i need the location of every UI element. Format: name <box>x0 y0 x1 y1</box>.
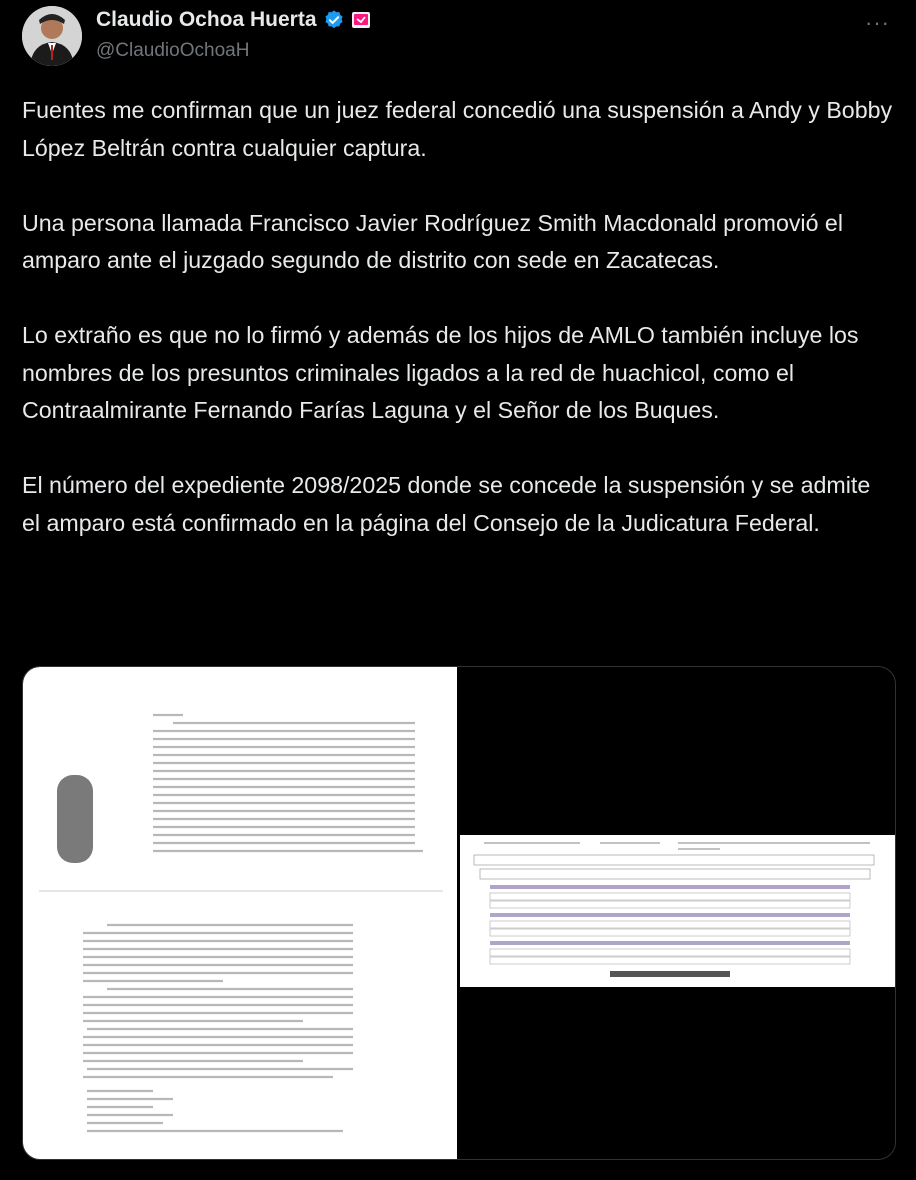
author-name-row <box>96 8 371 32</box>
portal-form-lines <box>460 835 895 987</box>
affiliate-badge-icon <box>351 10 371 30</box>
author-display-name[interactable]: Claudio Ochoa Huerta <box>96 8 317 31</box>
document-text-lines <box>23 667 457 1159</box>
judicatura-portal-screenshot[interactable] <box>460 835 895 987</box>
tweet-paragraph: Fuentes me confirman que un juez federal concedió una suspensión a Andy y Bobby López Beltrán contra cualquier captura. <box>22 97 893 161</box>
tweet-paragraph: Lo extraño es que no lo firmó y además de los hijos de AMLO también incluye los nombres de los presuntos criminales ligados a la red de huachicol, como el Contraalmirante Fernando Farías Laguna y el Señor de los Buques. <box>22 322 859 423</box>
tweet-paragraph: Una persona llamada Francisco Javier Rodríguez Smith Macdonald promovió el amparo ante el juzgado segundo de distrito con sede en Zacatecas. <box>22 209 843 273</box>
tweet-media[interactable] <box>22 666 896 1160</box>
author-handle[interactable]: @ClaudioOchoaH <box>96 40 250 61</box>
avatar[interactable] <box>22 6 82 66</box>
tweet-paragraph: El número del expediente 2098/2025 donde se concede la suspensión y se admite el amparo está confirmado en la página del Consejo de la Judicatura Federal. <box>22 472 871 536</box>
tweet-text <box>22 92 894 580</box>
court-document-image[interactable] <box>23 667 457 1159</box>
more-options-icon[interactable]: ··· <box>865 10 890 35</box>
verified-badge-icon <box>323 9 345 31</box>
